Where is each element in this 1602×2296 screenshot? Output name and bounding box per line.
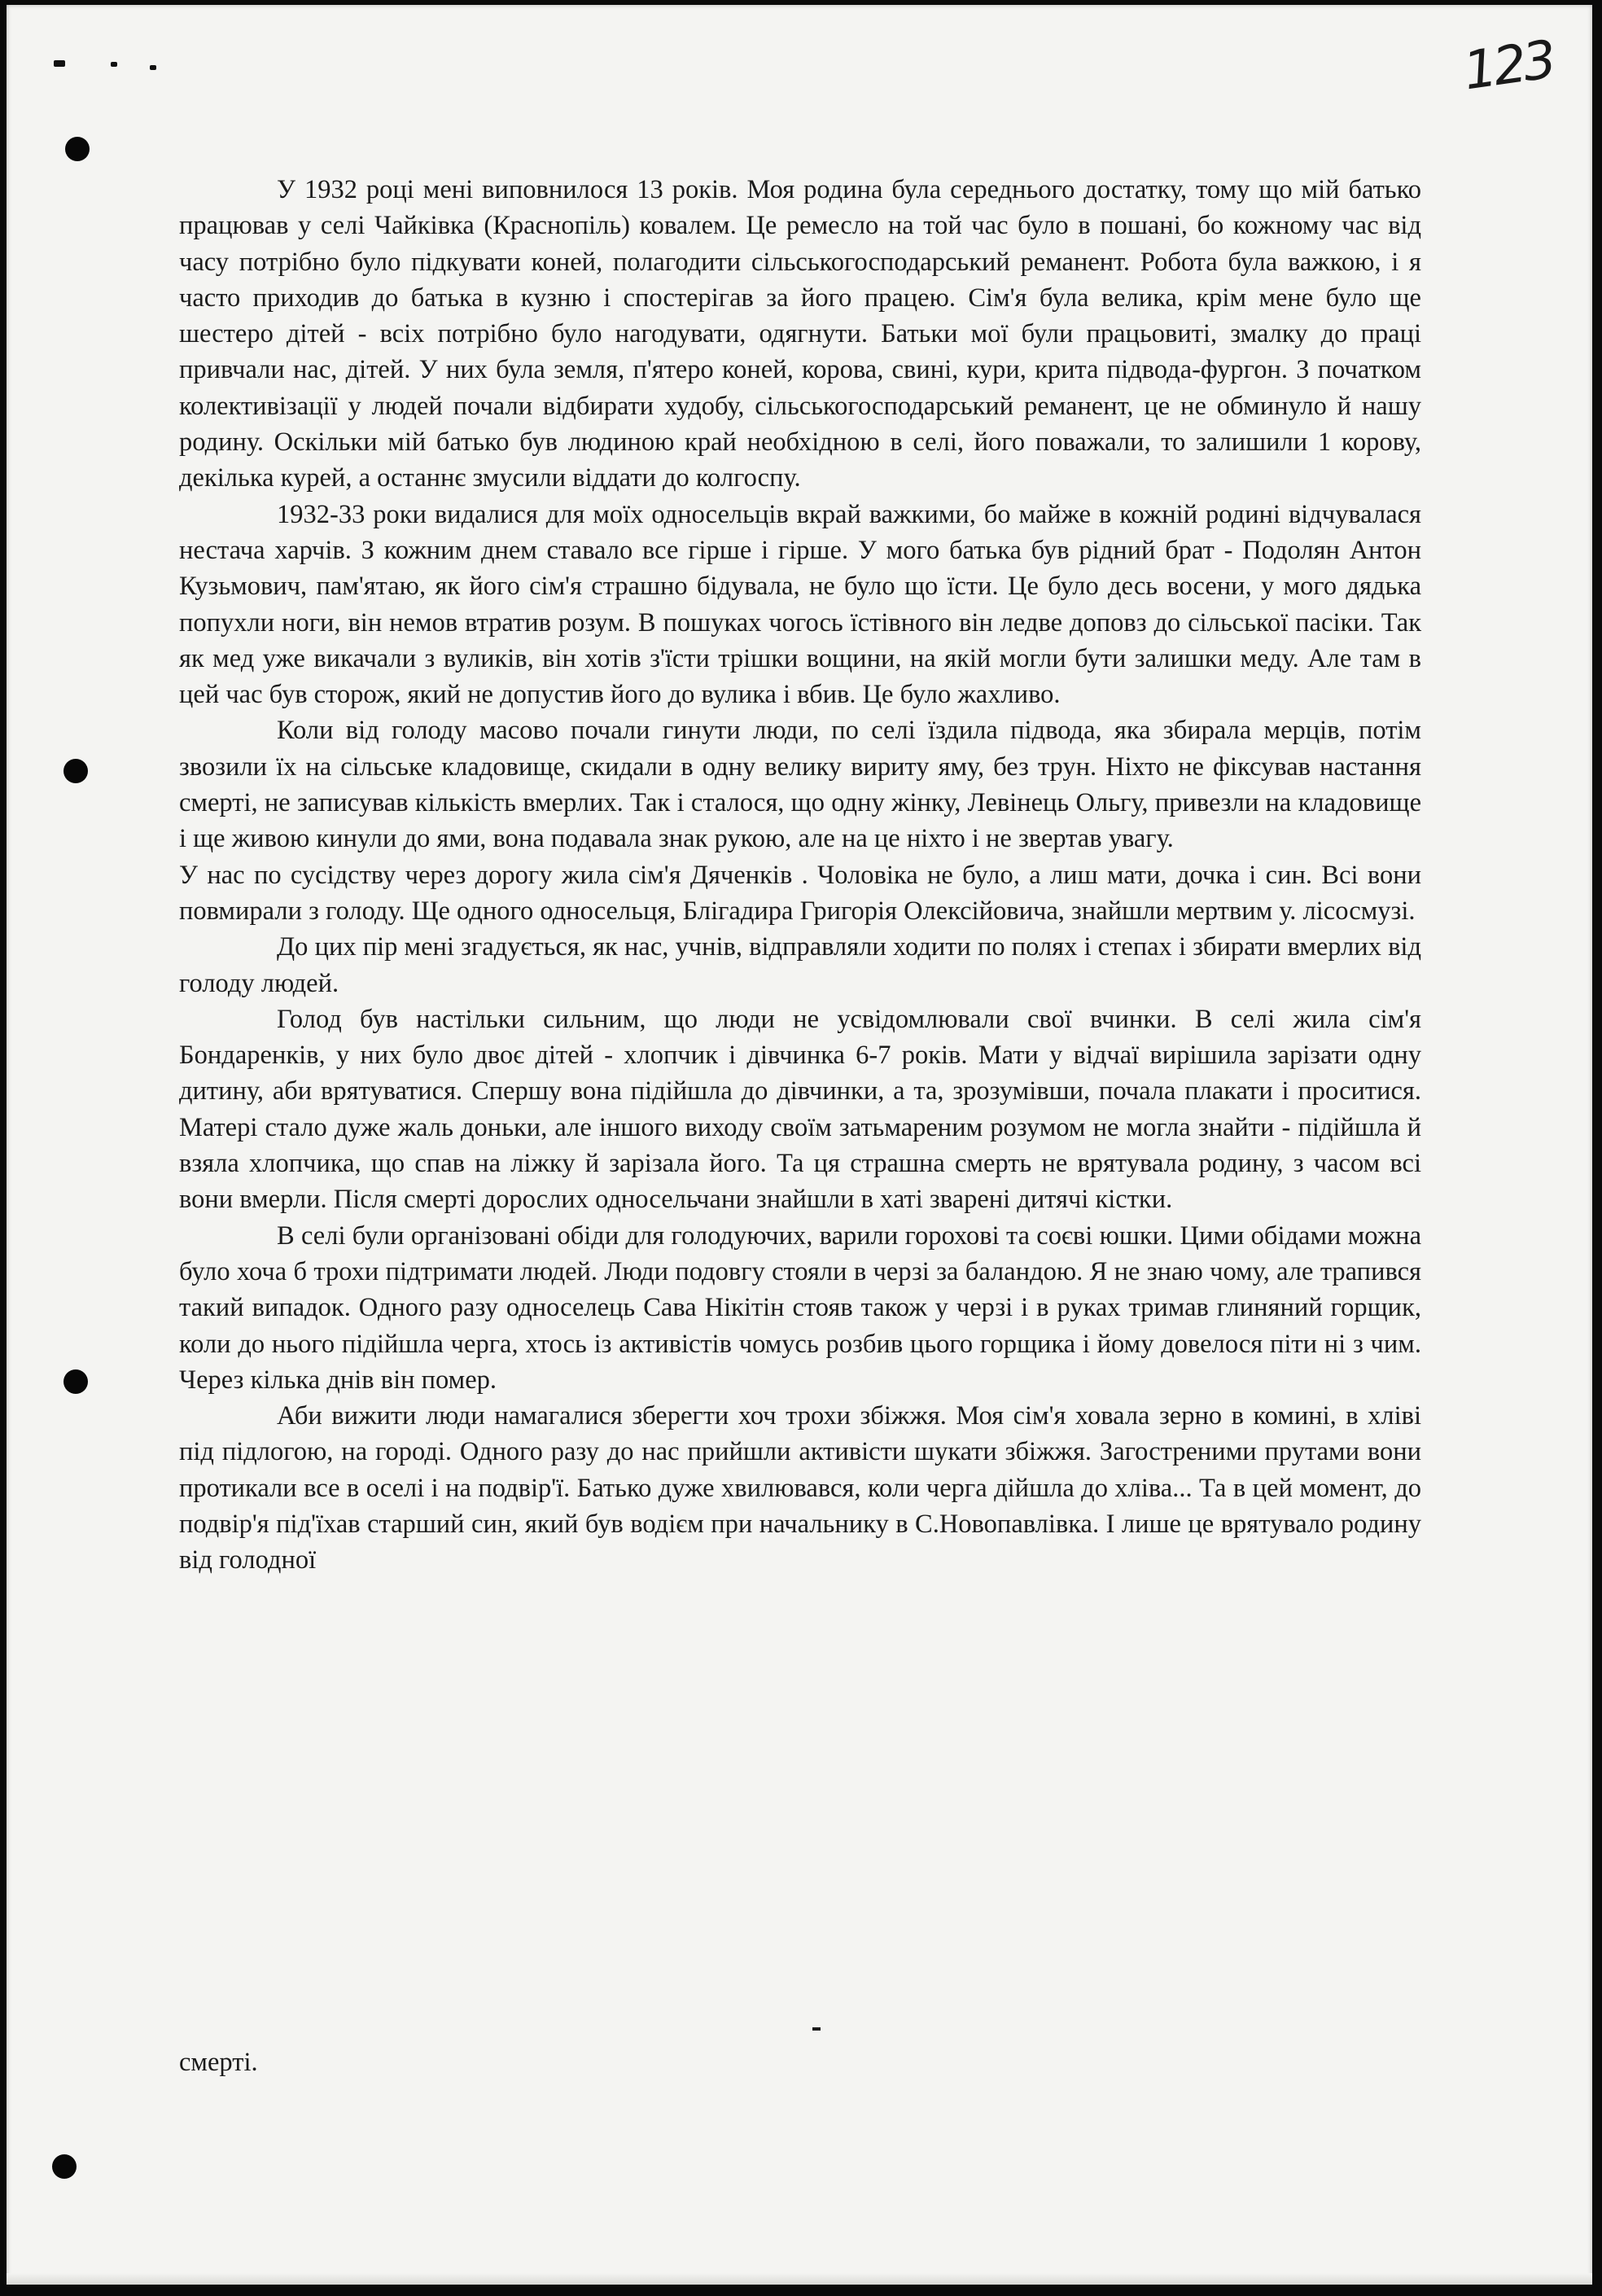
paragraph-8: Аби вижити люди намагалися зберегти хоч трохи збіжжя. Моя сім'я ховала зерно в комині, в хліві під підлогою, на городі. Одного разу до нас прийшли активісти шукати збіжжя. Загостреними прутами вони протикали все в оселі і на подвір'ї. Батько дуже хвилювався, коли черга дійшла до хліва... Та в цей момент, до подвір'я під'їхав старший син, який був водієм при начальнику в С.Новопавлівка. І лише це врятувало родину від голодної bbox=[179, 1401, 1421, 1575]
paragraph-5: До цих пір мені згадується, як нас, учнів, відправляли ходити по полях і степах і збирати вмерлих від голоду людей. bbox=[179, 932, 1421, 998]
paragraph-7: В селі були організовані обіди для голодуючих, варили горохові та соєві юшки. Цими обідами можна було хоча б трохи підтримати людей. Люди подовгу стояли в черзі за баландою. Я не знаю чому, але трапився такий випадок. Одного разу односелець Сава Нікітін стояв також у черзі і в руках тримав глиняний горщик, коли до нього підійшла черга, хтось із активістів чомусь розбив цього горщика і йому довелося піти ні з чим. Через кілька днів він помер. bbox=[179, 1220, 1421, 1395]
punch-hole-bottom bbox=[52, 2154, 77, 2179]
handwritten-page-number: 123 bbox=[1460, 29, 1557, 103]
continuation-word: смерті. bbox=[179, 2048, 258, 2077]
paragraph-6: Голод був настільки сильним, що люди не усвідомлювали свої вчинки. В селі жила сім'я Бондаренків, у них було двоє дітей - хлопчик і дівчинка 6-7 років. Мати у відчаї вирішила зарізати одну дитину, аби врятуватися. Спершу вона підійшла до дівчинки, а та, зрозумівши, почала плакати і проситися. Матері стало дуже жаль доньки, але іншого виходу своїм затьмареним розумом не могла знайти - підійшла й взяла хлопчика, що спав на ліжку й зарізала його. Та ця страшна смерть не врятувала родину, з часом всі вони вмерли. Після смерті дорослих односельчани знайшли в хаті зварені дитячі кістки. bbox=[179, 1004, 1421, 1215]
ink-speck bbox=[111, 62, 117, 67]
document-page bbox=[7, 5, 1592, 2285]
memoir-text bbox=[179, 172, 1421, 1579]
paragraph-4: У нас по сусідству через дорогу жила сім'я Дяченків . Чоловіка не було, а лиш мати, дочка і син. Всі вони повмирали з голоду. Ще одного односельця, Блігадира Григорія Олексійовича, знайшли мертвим у. лісосмузі. bbox=[179, 860, 1421, 926]
punch-hole-upper-middle bbox=[63, 759, 88, 783]
paragraph-3: Коли від голоду масово почали гинути люди, по селі їздила підвода, яка збирала мерців, потім звозили їх на сільське кладовище, скидали в одну велику вириту яму, без трун. Ніхто не фіксував настання смерті, не записував кількість вмерлих. Так і сталося, що одну жінку, Левінець Ольгу, привезли на кладовище і ще живою кинули до ями, вона подавала знак рукою, але на це ніхто і не звертав увагу. bbox=[179, 716, 1421, 854]
paragraph-2: 1932-33 роки видалися для моїх односельців вкрай важкими, бо майже в кожній родині відчувалася нестача харчів. З кожним днем ставало все гірше і гірше. У мого батька був рідний брат - Подолян Антон Кузьмович, пам'ятаю, як його сім'я страшно бідувала, не було що їсти. Це було десь восени, у мого дядька попухли ноги, він немов втратив розум. В пошуках чогось їстівного він ледве доповз до сільської пасіки. Так як мед уже викачали з вуликів, він хотів з'їсти трішки вощини, на якій могли бути залишки меду. Але там в цей час був сторож, який не допустив його до вулика і вбив. Це було жахливо. bbox=[179, 499, 1421, 710]
dash-mark bbox=[812, 2027, 821, 2031]
ink-speck bbox=[150, 65, 156, 70]
ink-speck bbox=[54, 60, 65, 67]
paragraph-1: У 1932 році мені виповнилося 13 років. Моя родина була середнього достатку, тому що мій батько працював у селі Чайківка (Краснопіль) ковалем. Це ремесло на той час було в пошані, бо кожному час від часу потрібно було підкувати коней, полагодити сільськогосподарський реманент. Робота була важкою, і я часто приходив до батька в кузню і спостерігав за його працею. Сім'я була велика, крім мене було ще шестеро дітей - всіх потрібно було нагодувати, одягнути. Батьки мої були працьовиті, змалку до праці привчали нас, дітей. У них була земля, п'ятеро коней, корова, свині, кури, крита підвода-фургон. З початком колективізації у людей почали відбирати худобу, сільськогосподарський реманент, це не обминуло й нашу родину. Оскільки мій батько був людиною край необхідною в селі, його поважали, то залишили 1 корову, декілька курей, а останнє змусили віддати до колгоспу. bbox=[179, 175, 1421, 493]
punch-hole-lower-middle bbox=[63, 1369, 88, 1394]
page-bottom-edge bbox=[7, 2273, 1592, 2285]
punch-hole-top bbox=[65, 137, 90, 161]
